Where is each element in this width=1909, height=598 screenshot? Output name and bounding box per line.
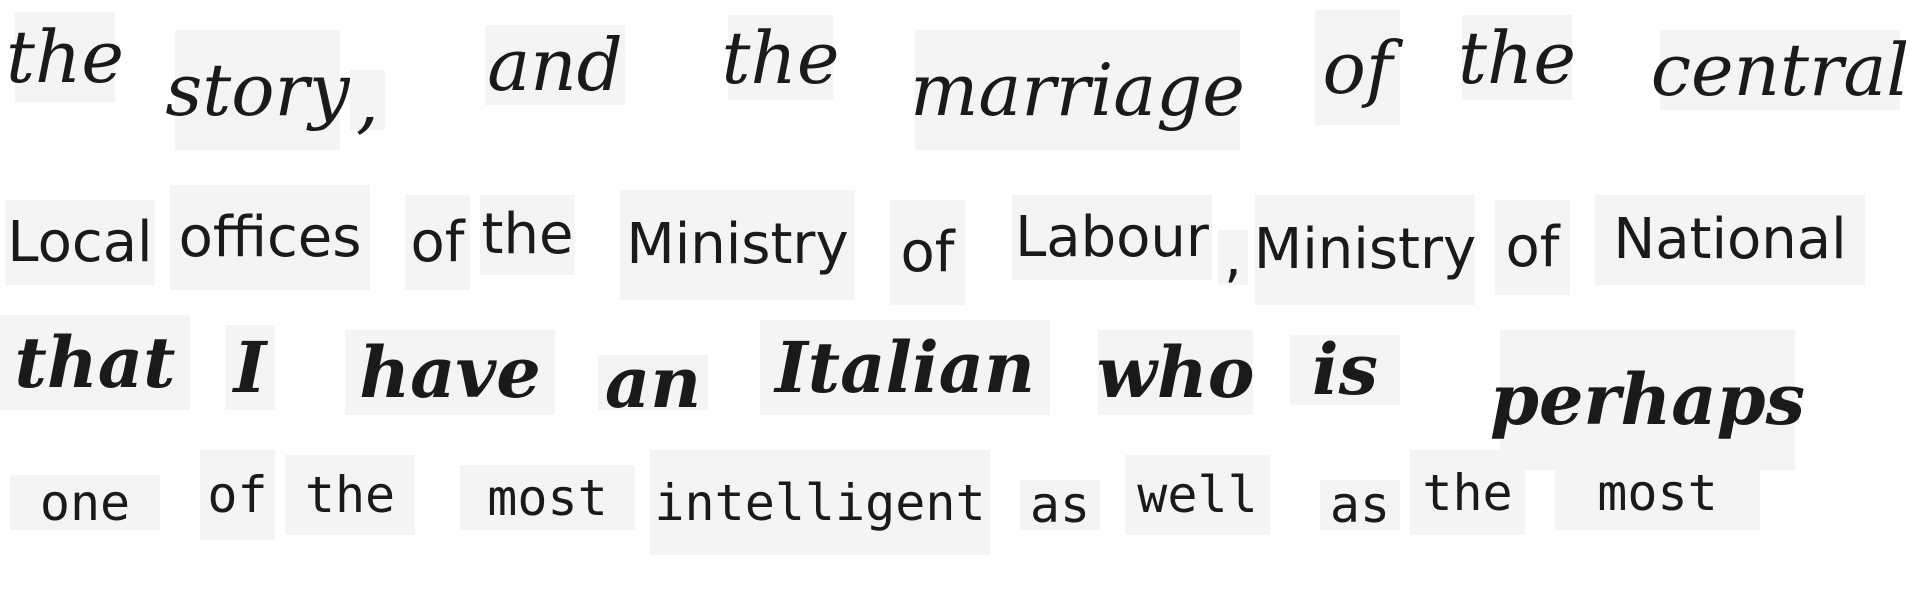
word: of: [1495, 200, 1570, 295]
word: I: [225, 325, 275, 410]
word: the: [721, 15, 840, 100]
word: of: [200, 450, 275, 540]
word: of: [405, 195, 470, 290]
word: story: [175, 30, 340, 150]
word: as: [1320, 480, 1400, 530]
text-line-1: [0, 0, 1908, 140]
word: an: [598, 355, 708, 410]
word: the: [1410, 450, 1525, 535]
word: Labour: [1012, 195, 1212, 280]
word: most: [460, 465, 635, 530]
word: the: [480, 195, 575, 275]
word: central: [1650, 28, 1909, 112]
word: the: [285, 455, 415, 535]
word: and: [485, 25, 625, 105]
word: who: [1096, 330, 1255, 414]
word: ,: [1218, 230, 1248, 285]
word: have: [345, 330, 555, 415]
word: Italian: [760, 320, 1050, 415]
word: well: [1125, 455, 1270, 535]
word: Local: [5, 200, 155, 285]
word: the: [15, 12, 115, 102]
text-line-4: [0, 450, 1908, 590]
word: as: [1020, 480, 1100, 530]
word: one: [10, 475, 160, 530]
word: the: [1458, 15, 1576, 100]
word: intelligent: [650, 450, 990, 555]
word: is: [1290, 335, 1400, 405]
word: marriage: [915, 30, 1240, 150]
text-line-2: [0, 185, 1908, 325]
word: offices: [170, 185, 370, 290]
word: most: [1555, 455, 1760, 530]
word: Ministry: [620, 190, 855, 300]
word: of: [890, 200, 965, 305]
word: ,: [350, 70, 385, 130]
word: Ministry: [1255, 195, 1475, 305]
word: that: [0, 315, 190, 410]
word: National: [1595, 195, 1865, 285]
word: of: [1315, 10, 1400, 125]
word: perhaps: [1500, 330, 1795, 470]
text-line-3: [0, 315, 1908, 455]
